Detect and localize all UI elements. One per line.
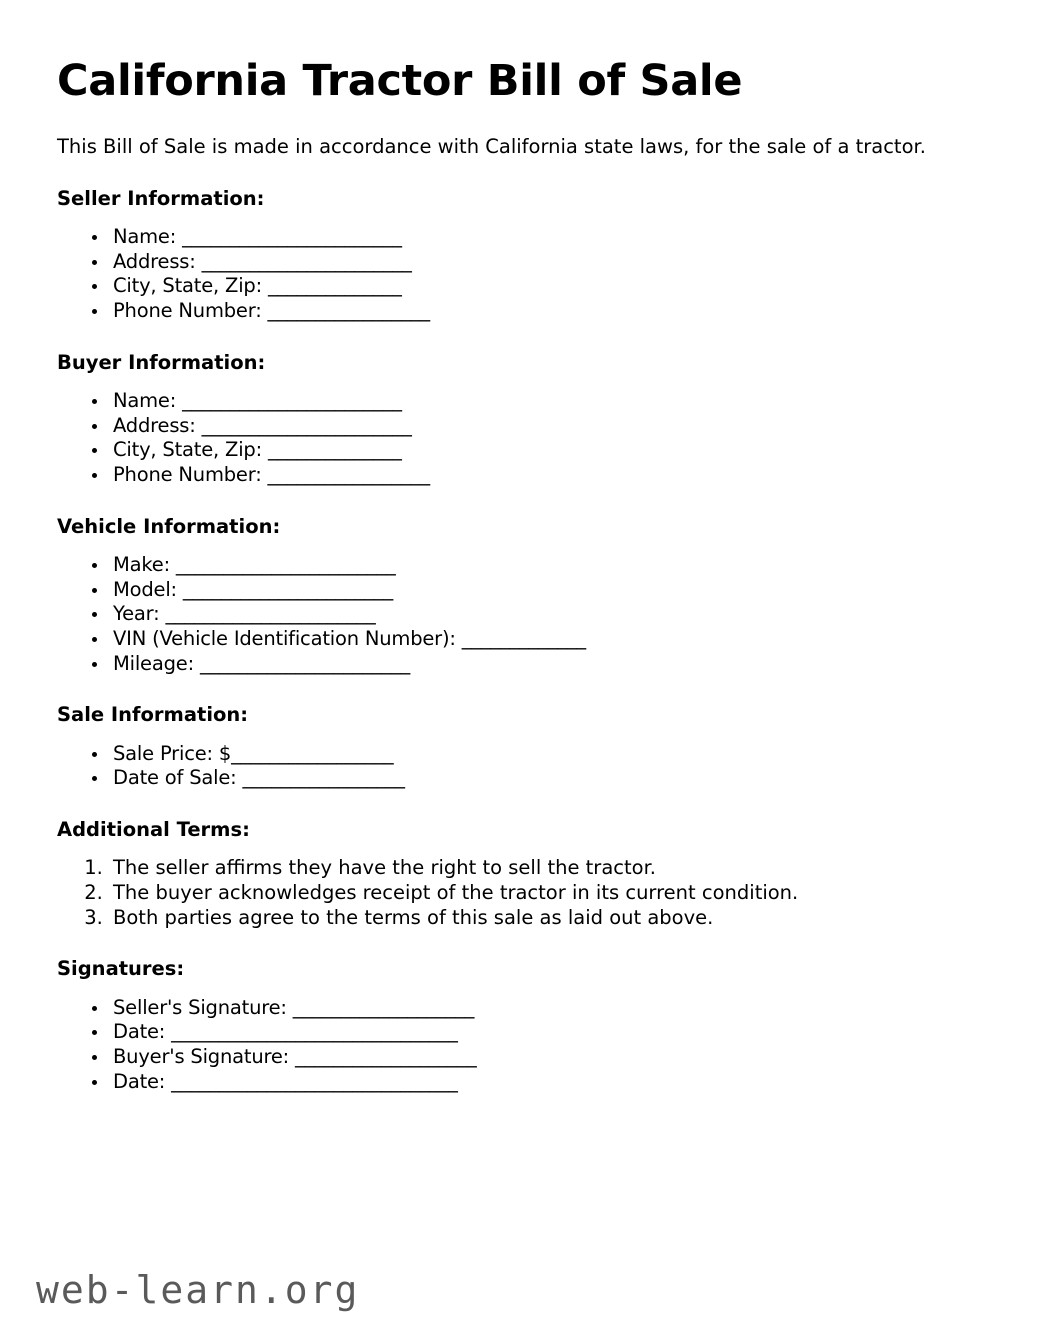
field-vehicle-year: • Year: ______________________ <box>109 602 965 627</box>
intro-paragraph: This Bill of Sale is made in accordance with California state laws, for the sale of a tractor. <box>57 135 926 159</box>
field-buyer-name: • Name: _______________________ <box>109 389 965 414</box>
field-vehicle-model: • Model: ______________________ <box>109 578 965 603</box>
page-title: California Tractor Bill of Sale <box>57 56 743 106</box>
term-item: 1. The seller affirms they have the right to sell the tractor. <box>109 856 965 881</box>
sale-field-list <box>57 742 965 791</box>
vehicle-field-list <box>57 553 965 676</box>
signature-field-list <box>57 996 965 1095</box>
field-seller-signature-date: • Date: ______________________________ <box>109 1020 965 1045</box>
term-item: 3. Both parties agree to the terms of this sale as laid out above. <box>109 906 965 931</box>
field-seller-phone: • Phone Number: _________________ <box>109 299 965 324</box>
watermark-text: web-learn.org <box>36 1268 360 1312</box>
section-heading-buyer: Buyer Information: <box>57 350 266 374</box>
field-sale-date: • Date of Sale: _________________ <box>109 766 965 791</box>
section-heading-additional-terms: Additional Terms: <box>57 817 250 841</box>
field-buyer-signature: • Buyer's Signature: ___________________ <box>109 1045 965 1070</box>
field-buyer-signature-date: • Date: ______________________________ <box>109 1070 965 1095</box>
field-seller-city-state-zip: • City, State, Zip: ______________ <box>109 274 965 299</box>
field-sale-price: • Sale Price: $_________________ <box>109 742 965 767</box>
field-vehicle-mileage: • Mileage: ______________________ <box>109 652 965 677</box>
section-heading-sale: Sale Information: <box>57 703 249 727</box>
field-vehicle-vin: • VIN (Vehicle Identification Number): _____________ <box>109 627 965 652</box>
seller-field-list <box>57 225 965 324</box>
field-buyer-address: • Address: ______________________ <box>109 414 965 439</box>
section-heading-signatures: Signatures: <box>57 957 185 981</box>
additional-terms-list <box>57 856 965 930</box>
buyer-field-list <box>57 389 965 488</box>
term-item: 2. The buyer acknowledges receipt of the tractor in its current condition. <box>109 881 965 906</box>
field-seller-name: • Name: _______________________ <box>109 225 965 250</box>
field-buyer-city-state-zip: • City, State, Zip: ______________ <box>109 438 965 463</box>
field-seller-signature: • Seller's Signature: ___________________ <box>109 996 965 1021</box>
field-buyer-phone: • Phone Number: _________________ <box>109 463 965 488</box>
section-heading-seller: Seller Information: <box>57 186 265 210</box>
field-vehicle-make: • Make: _______________________ <box>109 553 965 578</box>
section-heading-vehicle: Vehicle Information: <box>57 514 281 538</box>
field-seller-address: • Address: ______________________ <box>109 250 965 275</box>
